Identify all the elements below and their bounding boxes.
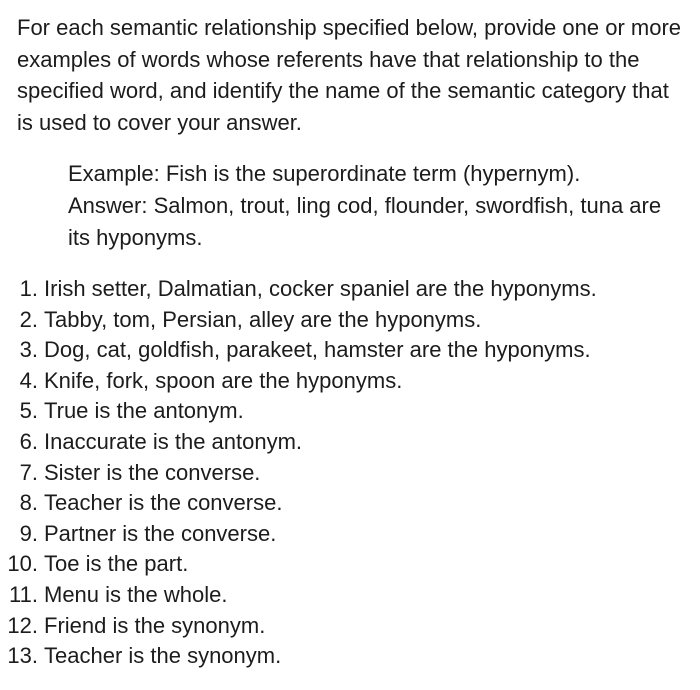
- item-number: 7.: [19, 459, 38, 485]
- item-text: Dog, cat, goldfish, parakeet, hamster are the hyponyms.: [44, 337, 591, 363]
- question-list: [0, 274, 700, 672]
- list-item: [0, 396, 700, 427]
- list-item: [0, 458, 700, 489]
- list-item: [0, 427, 700, 458]
- item-text: Teacher is the converse.: [44, 490, 283, 516]
- item-number: 8.: [19, 490, 38, 516]
- item-text: True is the antonym.: [44, 398, 244, 424]
- list-item: [0, 488, 700, 519]
- item-text: Teacher is the synonym.: [44, 643, 282, 669]
- list-item: [0, 519, 700, 550]
- item-text: Friend is the synonym.: [44, 612, 266, 638]
- item-number: 4.: [19, 367, 38, 393]
- item-text: Inaccurate is the antonym.: [44, 428, 303, 454]
- list-item: [0, 549, 700, 580]
- list-item: [0, 641, 700, 672]
- list-item: [0, 366, 700, 397]
- item-number: 1.: [19, 276, 38, 301]
- example-prompt: Example: Fish is the superordinate term (hypernym).: [68, 161, 581, 186]
- item-number: 13.: [7, 643, 38, 669]
- item-text: Irish setter, Dalmatian, cocker spaniel are the hyponyms.: [44, 276, 597, 301]
- list-item: [0, 305, 700, 336]
- list-item: [0, 274, 700, 305]
- item-text: Knife, fork, spoon are the hyponyms.: [44, 367, 403, 393]
- item-text: Partner is the converse.: [44, 520, 277, 546]
- item-number: 6.: [19, 428, 38, 454]
- item-text: Toe is the part.: [44, 551, 189, 577]
- example-answer: Answer: Salmon, trout, ling cod, flounder, swordfish, tuna are its hyponyms.: [68, 193, 662, 250]
- list-item: [0, 580, 700, 611]
- example-block: [68, 158, 688, 254]
- item-text: Sister is the converse.: [44, 459, 261, 485]
- item-number: 12.: [7, 612, 38, 638]
- item-number: 10.: [7, 551, 38, 577]
- item-text: Tabby, tom, Persian, alley are the hyponyms.: [44, 306, 482, 332]
- item-number: 11.: [9, 581, 38, 607]
- item-number: 3.: [19, 337, 38, 363]
- item-text: Menu is the whole.: [44, 581, 228, 607]
- instructions-paragraph: For each semantic relationship specified below, provide one or more examples of words whose referents have that relationship to the specified word, and identify the name of the semantic category that is used to cover your answer.: [17, 15, 682, 135]
- list-item: [0, 611, 700, 642]
- item-number: 9.: [19, 520, 38, 546]
- item-number: 2.: [19, 306, 38, 332]
- item-number: 5.: [19, 398, 38, 424]
- list-item: [0, 335, 700, 366]
